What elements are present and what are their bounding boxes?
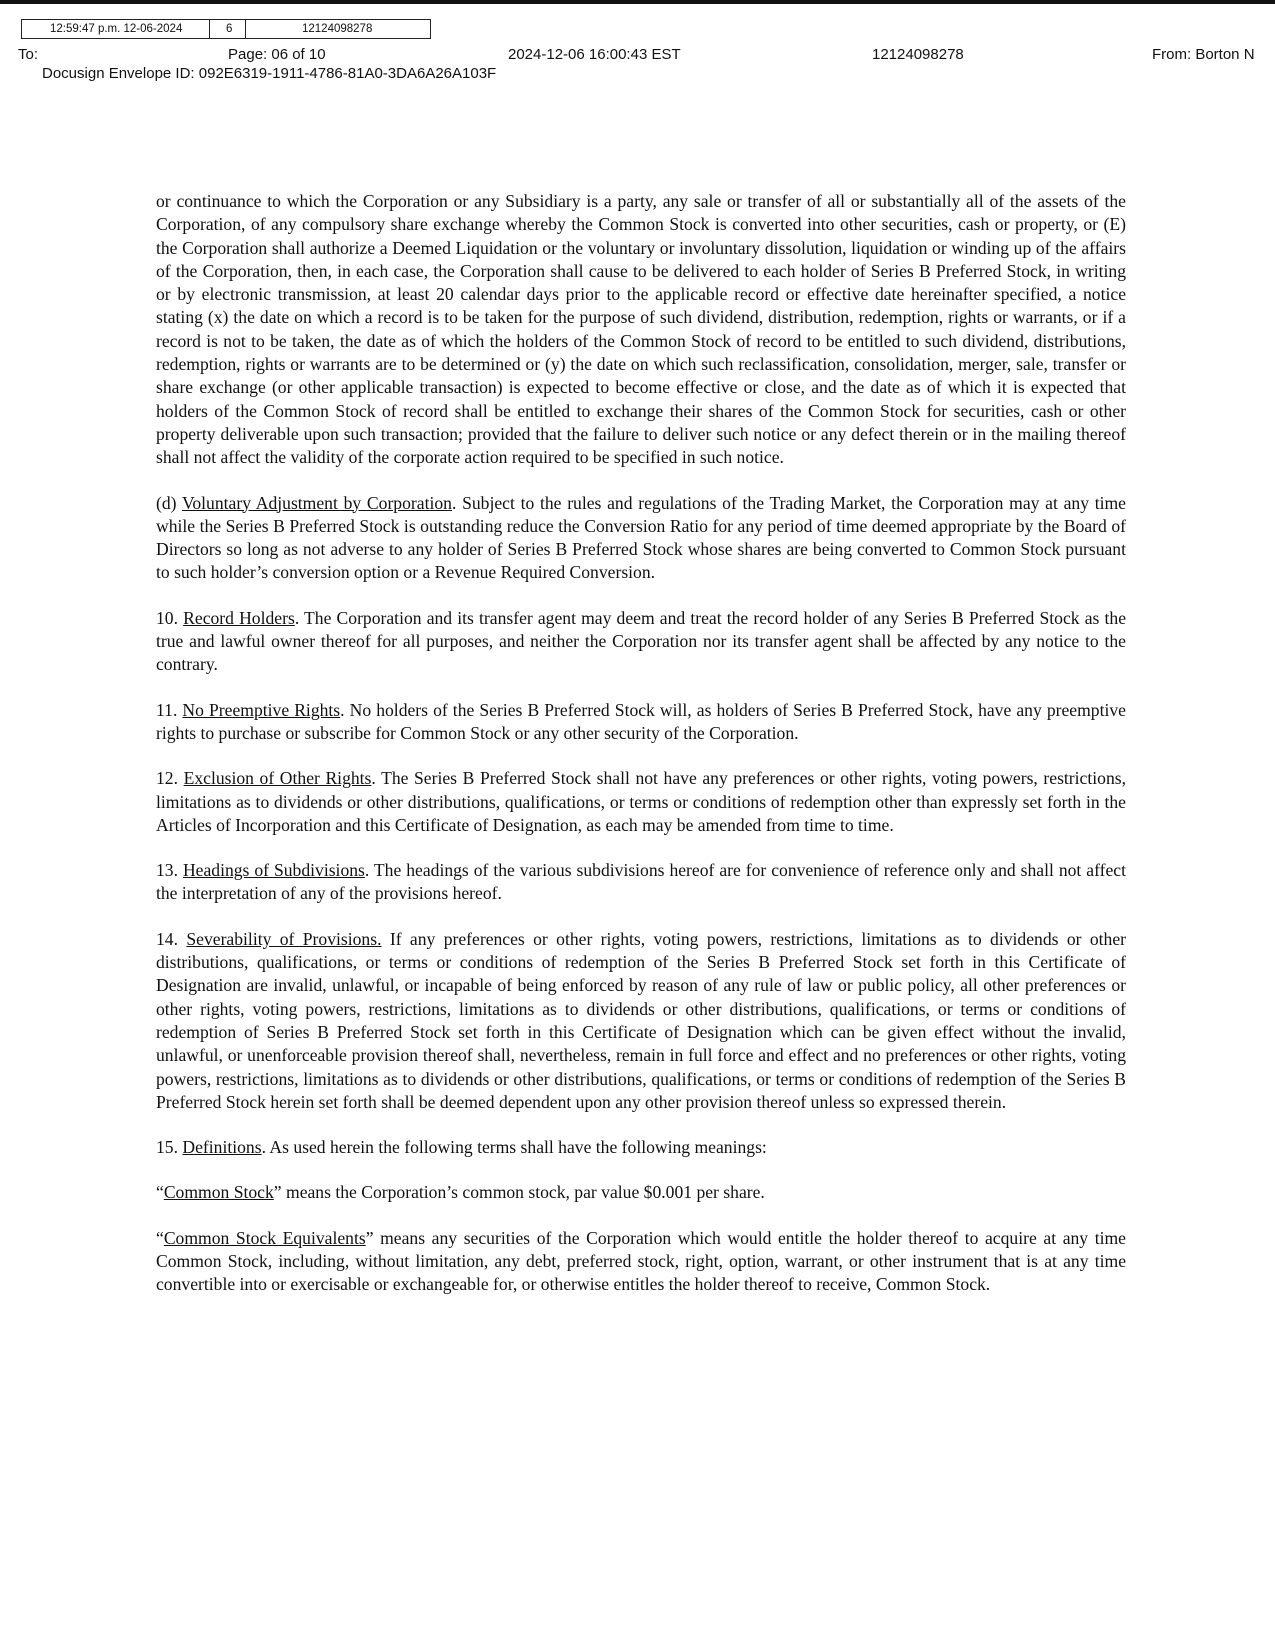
section-text: . The headings of the various subdivisions hereof are for convenience of reference only and shall not affect the interpretation of any of the provisions hereof.	[156, 860, 1126, 904]
quote-open: “	[156, 1182, 164, 1203]
definition-term: Common Stock Equivalents	[163, 1227, 366, 1248]
section-11-no-preemptive-rights	[156, 699, 1126, 746]
definition-text: ” means any securities of the Corporation which would entitle the holder thereof to acquire at any time Common Stock, including, without limitation, any debt, preferred stock, right, option, warrant, or other instrument that is at any time convertible into or exercisable or exchangeable for, or otherwise entitles the holder thereof to receive, Common Stock.	[156, 1227, 1126, 1295]
fax-page-count: Page: 06 of 10	[228, 46, 326, 63]
section-text: If any preferences or other rights, voting powers, restrictions, limitations as to dividends or other distributions, qualifications, or terms or conditions of redemption of the Series B Preferred Stock set forth in this Certificate of Designation are invalid, unlawful, or incapable of being enforced by reason of any rule of law or public policy, all other preferences or other rights, voting powers, restrictions, limitations as to dividends or other distributions, qualifications, or terms or conditions of redemption of Series B Preferred Stock set forth in this Certificate of Designation which can be given effect without the invalid, unlawful, or unenforceable provision thereof shall, nevertheless, remain in full force and effect and no preferences or other rights, voting powers, restrictions, limitations as to dividends or other distributions, qualifications, or terms or conditions of redemption of the Series B Preferred Stock herein set forth shall be deemed dependent upon any other provision thereof unless so expressed therein.	[156, 928, 1127, 1112]
section-heading: No Preemptive Rights	[182, 699, 341, 720]
fax-stamp-number: 12124098278	[302, 23, 373, 35]
section-heading: Voluntary Adjustment by Corporation	[181, 492, 452, 513]
fax-stamp-box	[21, 19, 431, 39]
section-heading: Record Holders	[183, 607, 295, 628]
fax-to-label: To:	[18, 46, 39, 63]
docusign-envelope-id: Docusign Envelope ID: 092E6319-1911-4786-81A0-3DA6A26A103F	[42, 65, 497, 82]
section-14-severability	[156, 928, 1126, 1114]
fax-number: 12124098278	[872, 46, 964, 63]
quote-open: “	[156, 1227, 164, 1248]
definition-term: Common Stock	[163, 1182, 274, 1203]
section-12-exclusion-of-other-rights	[156, 767, 1126, 837]
fax-stamp-time: 12:59:47 p.m. 12-06-2024	[22, 20, 210, 38]
section-13-headings-of-subdivisions	[156, 859, 1126, 906]
continuation-paragraph: or continuance to which the Corporation or any Subsidiary is a party, any sale or transfer of all or substantially all of the assets of the Corporation, of any compulsory share exchange whereby the Common Stock is converted into other securities, cash or property, or (E) the Corporation shall authorize a Deemed Liquidation or the voluntary or involuntary dissolution, liquidation or winding up of the affairs of the Corporation, then, in each case, the Corporation shall cause to be delivered to each holder of Series B Preferred Stock, in writing or by electronic transmission, at least 20 calendar days prior to the applicable record or effective date hereinafter specified, a notice stating (x) the date on which a record is to be taken for the purpose of such dividend, distribution, redemption, rights or warrants, or if a record is not to be taken, the date as of which the holders of the Common Stock of record to be entitled to such dividend, distributions, redemption, rights or warrants are to be determined or (y) the date on which such reclassification, consolidation, merger, sale, transfer or share exchange (or other applicable transaction) is expected to become effective or close, and the date as of which it is expected that holders of the Common Stock of record shall be entitled to exchange their shares of the Common Stock for securities, cash or other property deliverable upon such transaction; provided that the failure to deliver such notice or any defect therein or in the mailing thereof shall not affect the validity of the corporate action required to be specified in such notice.	[156, 191, 1126, 468]
section-text: . As used herein the following terms shall have the following meanings:	[261, 1137, 767, 1158]
section-number: 10.	[156, 607, 178, 628]
section-d-voluntary-adjustment	[156, 492, 1126, 585]
section-heading: Severability of Provisions.	[186, 928, 382, 949]
fax-stamp-pages: 6	[210, 20, 246, 38]
section-heading: Exclusion of Other Rights	[183, 768, 372, 789]
section-10-record-holders	[156, 607, 1126, 677]
section-number: 14.	[156, 928, 178, 949]
section-number: 13.	[156, 860, 178, 881]
document-body	[156, 190, 1126, 1319]
section-text: . The Series B Preferred Stock shall not have any preferences or other rights, voting powers, restrictions, limitations as to dividends or other distributions, qualifications, or terms or conditions of redemption other than expressly set forth in the Articles of Incorporation and this Certificate of Designation, as each may be amended from time to time.	[156, 768, 1126, 835]
section-text: . The Corporation and its transfer agent may deem and treat the record holder of any Series B Preferred Stock as the true and lawful owner thereof for all purposes, and neither the Corporation nor its transfer agent shall be affected by any notice to the contrary.	[156, 607, 1126, 675]
section-number: 12.	[156, 768, 178, 789]
section-heading: Headings of Subdivisions	[182, 860, 365, 881]
definition-text: ” means the Corporation’s common stock, par value $0.001 per share.	[273, 1182, 765, 1203]
section-number: 11.	[156, 699, 178, 720]
section-heading: Definitions	[182, 1137, 262, 1158]
section-15-definitions	[156, 1136, 1126, 1159]
fax-datetime: 2024-12-06 16:00:43 EST	[508, 46, 681, 63]
section-text: . No holders of the Series B Preferred Stock will, as holders of Series B Preferred Stock, have any preemptive rights to purchase or subscribe for Common Stock or any other security of the Corporation.	[156, 699, 1126, 743]
top-border-line	[0, 0, 1275, 4]
fax-header	[0, 44, 1275, 84]
definition-common-stock-equivalents	[156, 1227, 1126, 1297]
section-text: . Subject to the rules and regulations of the Trading Market, the Corporation may at any time while the Series B Preferred Stock is outstanding reduce the Conversion Ratio for any period of time deemed appropriate by the Board of Directors so long as not adverse to any holder of Series B Preferred Stock whose shares are being converted to Common Stock pursuant to such holder’s conversion option or a Revenue Required Conversion.	[156, 492, 1126, 583]
fax-from: From: Borton N	[1152, 46, 1255, 63]
definition-common-stock	[156, 1181, 1126, 1204]
section-number: 15.	[156, 1137, 178, 1158]
section-number: (d)	[156, 492, 177, 513]
